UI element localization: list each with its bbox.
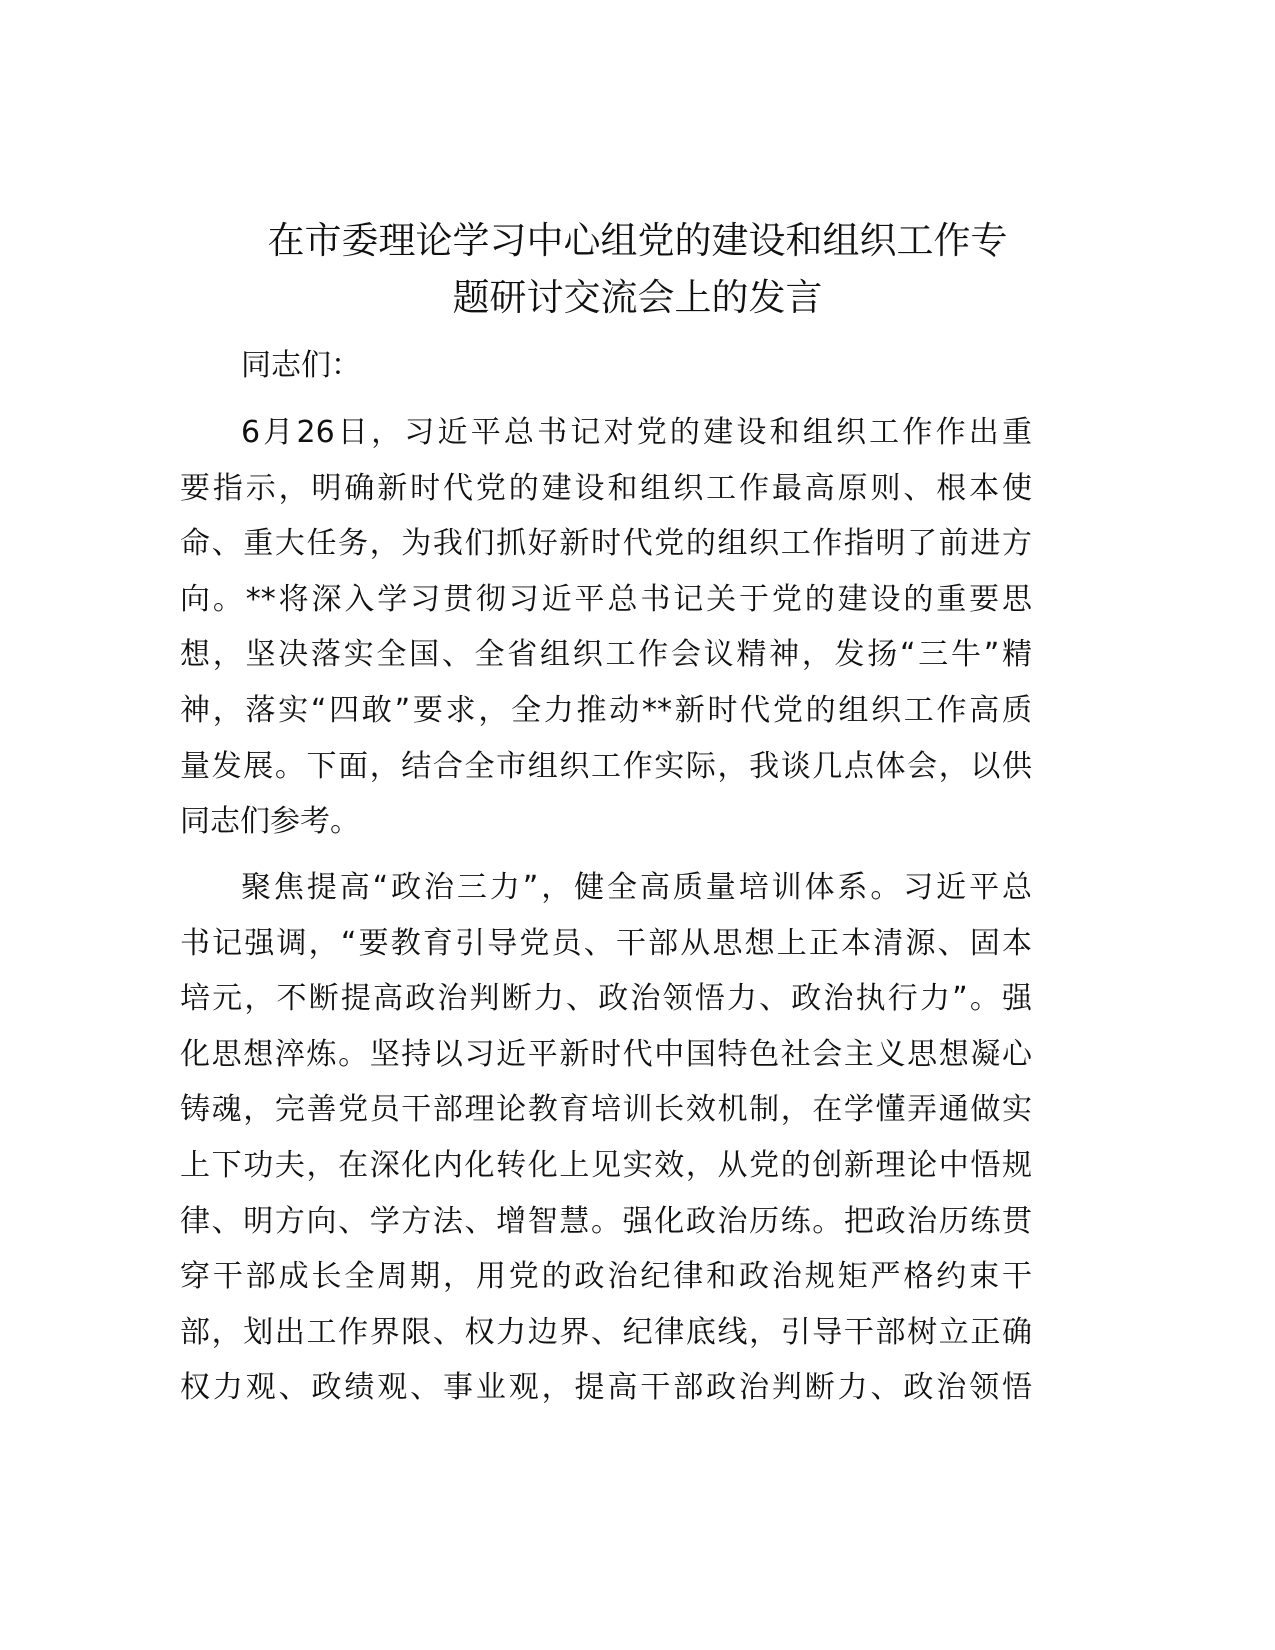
paragraph-line: 量发展。下面，结合全市组织工作实际，我谈几点体会，以供 (180, 748, 1032, 784)
paragraph-1 (180, 405, 1032, 850)
paragraph-line: 同志们参考。 (180, 804, 360, 840)
paragraph-line: 律、明方向、学方法、增智慧。强化政治历练。把政治历练贯 (180, 1203, 1032, 1239)
paragraph-line: 想，坚决落实全国、全省组织工作会议精神，发扬“三牛”精 (180, 637, 1032, 673)
title-line-2: 题研讨交流会上的发言 (452, 276, 823, 319)
paragraph-line: 书记强调，“要教育引导党员、干部从思想上正本清源、固本 (180, 925, 1032, 961)
paragraph-line: 穿干部成长全周期，用党的政治纪律和政治规矩严格约束干 (180, 1259, 1032, 1295)
paragraph-line: 化思想淬炼。坚持以习近平新时代中国特色社会主义思想凝心 (180, 1036, 1032, 1072)
paragraph-line: 命、重大任务，为我们抓好新时代党的组织工作指明了前进方 (180, 526, 1032, 562)
paragraph-2 (180, 860, 1032, 1416)
paragraph-line: 上下功夫，在深化内化转化上见实效，从党的创新理论中悟规 (180, 1147, 1032, 1183)
document-title (0, 212, 1275, 326)
paragraph-line: 6月26日，习近平总书记对党的建设和组织工作作出重 (241, 415, 1032, 450)
paragraph-line: 向。**将深入学习贯彻习近平总书记关于党的建设的重要思 (180, 581, 1032, 617)
title-line-1: 在市委理论学习中心组党的建设和组织工作专 (267, 219, 1008, 262)
paragraph-line: 聚焦提高“政治三力”，健全高质量培训体系。习近平总 (241, 870, 1032, 905)
paragraph-line: 要指示，明确新时代党的建设和组织工作最高原则、根本使 (180, 470, 1032, 506)
paragraph-line: 部，划出工作界限、权力边界、纪律底线，引导干部树立正确 (180, 1314, 1032, 1350)
greeting-text: 同志们： (241, 348, 361, 383)
greeting (180, 338, 1032, 394)
paragraph-line: 神，落实“四敢”要求，全力推动**新时代党的组织工作高质 (180, 692, 1032, 728)
paragraph-line: 培元，不断提高政治判断力、政治领悟力、政治执行力”。强 (180, 981, 1032, 1017)
paragraph-line: 权力观、政绩观、事业观，提高干部政治判断力、政治领悟 (180, 1370, 1032, 1406)
paragraph-line: 铸魂，完善党员干部理论教育培训长效机制，在学懂弄通做实 (180, 1092, 1032, 1128)
